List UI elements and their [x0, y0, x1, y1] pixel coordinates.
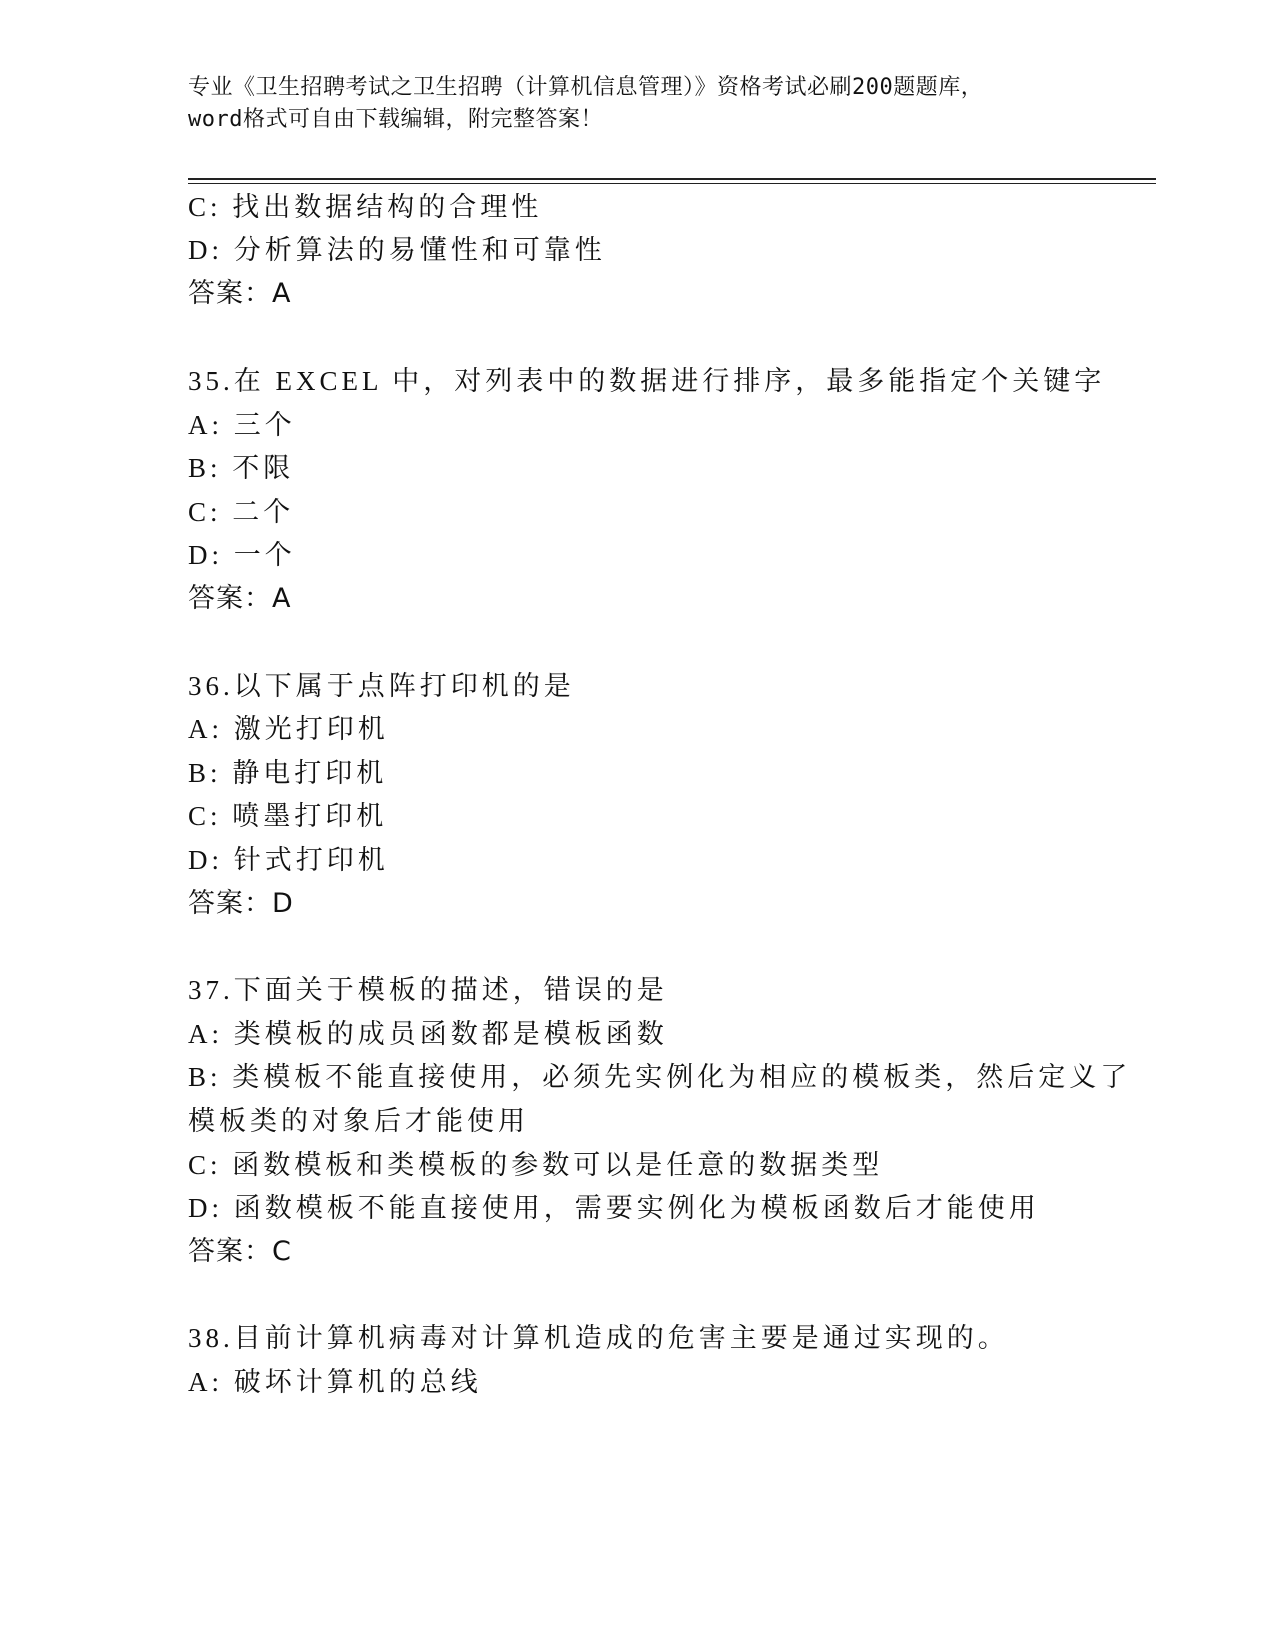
q38-question: 38.目前计算机病毒对计算机造成的危害主要是通过实现的。 [188, 1323, 1009, 1353]
q36-option-a: A: 激光打印机 [188, 714, 389, 744]
q35-question: 35.在 EXCEL 中，对列表中的数据进行排序，最多能指定个关键字 [188, 366, 1106, 396]
q36-option-d: D: 针式打印机 [188, 845, 389, 875]
q36-option-b: B: 静电打印机 [188, 758, 388, 788]
q37-option-b: B: 类模板不能直接使用，必须先实例化为相应的模板类，然后定义了 [188, 1062, 1132, 1092]
q36-option-c: C: 喷墨打印机 [188, 801, 388, 831]
q36-question: 36.以下属于点阵打印机的是 [188, 671, 575, 701]
header-title-line-2: word格式可自由下载编辑，附完整答案！ [188, 107, 603, 132]
header-divider-top [188, 178, 1156, 180]
q35-option-d: D: 一个 [188, 540, 296, 570]
q37-question: 37.下面关于模板的描述，错误的是 [188, 975, 668, 1005]
q35-option-a: A: 三个 [188, 410, 296, 440]
q37-option-c: C: 函数模板和类模板的参数可以是任意的数据类型 [188, 1150, 884, 1180]
q34-option-c: C: 找出数据结构的合理性 [188, 192, 543, 222]
header-title-line-1: 专业《卫生招聘考试之卫生招聘（计算机信息管理）》资格考试必刷200题题库， [188, 75, 984, 100]
q34-option-d: D: 分析算法的易懂性和可靠性 [188, 235, 606, 265]
q35-option-b: B: 不限 [188, 453, 295, 483]
q37-option-a: A: 类模板的成员函数都是模板函数 [188, 1019, 668, 1049]
document-header [188, 72, 1088, 136]
q34-answer: 答案：A [188, 278, 292, 309]
q37-answer: 答案：C [188, 1236, 292, 1267]
header-divider-bottom [188, 183, 1156, 184]
q35-option-c: C: 二个 [188, 497, 295, 527]
q38-option-a: A: 破坏计算机的总线 [188, 1367, 482, 1397]
q35-answer: 答案：A [188, 583, 292, 614]
q37-option-b-continued: 模板类的对象后才能使用 [188, 1106, 529, 1136]
q37-option-d: D: 函数模板不能直接使用，需要实例化为模板函数后才能使用 [188, 1193, 1040, 1223]
q36-answer: 答案：D [188, 888, 294, 919]
